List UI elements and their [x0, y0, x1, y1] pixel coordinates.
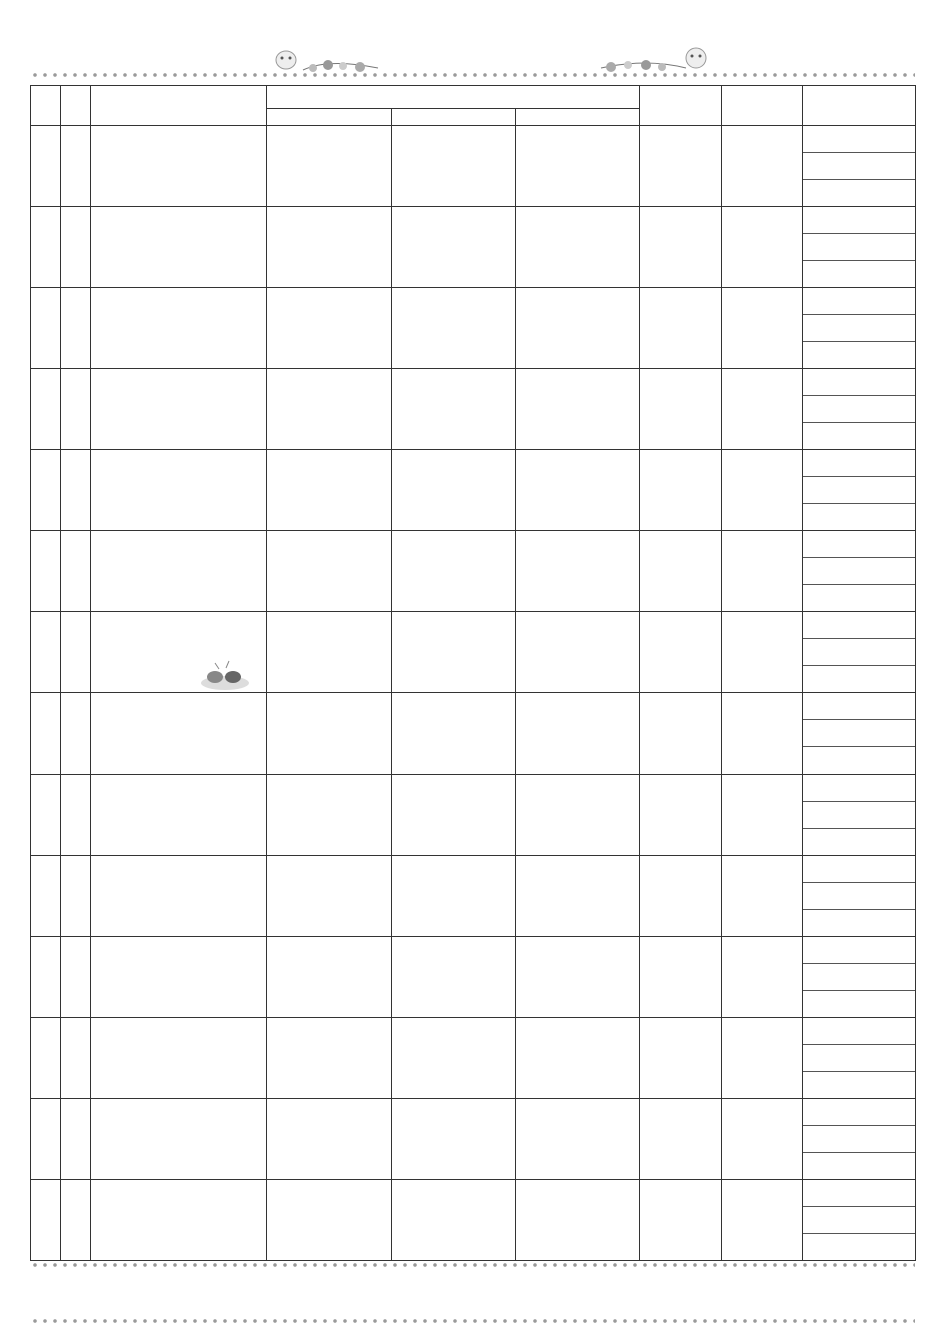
dotted-divider-bottom	[30, 1262, 915, 1268]
nutrition-f	[803, 423, 915, 450]
page-header	[0, 0, 945, 84]
menu-cell	[91, 937, 267, 1018]
snack3-cell	[722, 1180, 803, 1261]
nutrition-f	[803, 1153, 915, 1180]
menu-cell	[91, 775, 267, 856]
menu-cell	[91, 531, 267, 612]
nutrition-p	[803, 1045, 915, 1072]
body-cell	[392, 1099, 516, 1180]
body-cell	[392, 1018, 516, 1099]
condition-cell	[516, 288, 640, 369]
nutrition-e	[803, 856, 915, 883]
day-of-week	[61, 775, 91, 856]
nutrition-cell	[803, 937, 916, 1018]
menu-cell	[91, 207, 267, 288]
nutrition-p	[803, 1126, 915, 1153]
body-cell	[392, 126, 516, 207]
body-cell	[392, 612, 516, 693]
snack3-cell	[722, 207, 803, 288]
nutrition-p	[803, 802, 915, 829]
nutrition-e	[803, 450, 915, 477]
day-row	[31, 1180, 916, 1261]
day-number	[31, 288, 61, 369]
nutrition-e	[803, 937, 915, 964]
nutrition-p	[803, 883, 915, 910]
nutrition-e	[803, 1099, 915, 1126]
day-of-week	[61, 1099, 91, 1180]
snack10-cell	[640, 1180, 722, 1261]
snack3-cell	[722, 612, 803, 693]
condition-cell	[516, 1180, 640, 1261]
snack10-cell	[640, 126, 722, 207]
day-of-week	[61, 937, 91, 1018]
snack10-cell	[640, 693, 722, 775]
nutrition-p	[803, 639, 915, 666]
snack3-cell	[722, 288, 803, 369]
nutrition-p	[803, 315, 915, 342]
nutrition-cell	[803, 207, 916, 288]
body-cell	[392, 207, 516, 288]
nutrition-f	[803, 829, 915, 856]
menu-cell	[91, 288, 267, 369]
nutrition-f	[803, 910, 915, 937]
menu-cell	[91, 126, 267, 207]
nutrition-cell	[803, 531, 916, 612]
nutrition-p	[803, 964, 915, 991]
nutrition-f	[803, 991, 915, 1018]
col-mat-condition	[516, 109, 640, 126]
nutrition-p	[803, 477, 915, 504]
day-row	[31, 775, 916, 856]
nutrition-e	[803, 693, 915, 720]
col-materials	[267, 86, 640, 109]
energy-cell	[267, 531, 392, 612]
day-of-week	[61, 1180, 91, 1261]
nutrition-e	[803, 775, 915, 802]
body-cell	[392, 856, 516, 937]
snack10-cell	[640, 531, 722, 612]
menu-cell	[91, 450, 267, 531]
condition-cell	[516, 126, 640, 207]
nutrition-cell	[803, 612, 916, 693]
energy-cell	[267, 775, 392, 856]
energy-cell	[267, 693, 392, 775]
snack3-cell	[722, 450, 803, 531]
nutrition-p	[803, 558, 915, 585]
menu-cell	[91, 693, 267, 775]
body-cell	[392, 693, 516, 775]
snack10-cell	[640, 775, 722, 856]
nutrition-p	[803, 153, 915, 180]
condition-cell	[516, 369, 640, 450]
body-cell	[392, 937, 516, 1018]
snack3-cell	[722, 126, 803, 207]
dotted-divider-top	[30, 72, 915, 78]
rice-ball-illustration-icon	[195, 655, 255, 691]
col-mat-energy	[267, 109, 392, 126]
nutrition-cell	[803, 288, 916, 369]
snack10-cell	[640, 369, 722, 450]
day-row	[31, 369, 916, 450]
day-of-week	[61, 1018, 91, 1099]
day-row	[31, 612, 916, 693]
energy-cell	[267, 1180, 392, 1261]
energy-cell	[267, 369, 392, 450]
day-of-week	[61, 531, 91, 612]
nutrition-p	[803, 396, 915, 423]
day-row	[31, 126, 916, 207]
snack3-cell	[722, 1099, 803, 1180]
nutrition-f	[803, 504, 915, 531]
condition-cell	[516, 1018, 640, 1099]
menu-table	[30, 85, 916, 1261]
condition-cell	[516, 612, 640, 693]
body-cell	[392, 1180, 516, 1261]
nutrition-f	[803, 585, 915, 612]
energy-cell	[267, 856, 392, 937]
body-cell	[392, 531, 516, 612]
col-nutrition	[803, 86, 916, 126]
nutrition-e	[803, 531, 915, 558]
condition-cell	[516, 937, 640, 1018]
nutrition-cell	[803, 856, 916, 937]
nutrition-cell	[803, 775, 916, 856]
energy-cell	[267, 612, 392, 693]
nutrition-f	[803, 342, 915, 369]
nutrition-f	[803, 261, 915, 288]
day-number	[31, 856, 61, 937]
menu-cell	[91, 1018, 267, 1099]
condition-cell	[516, 1099, 640, 1180]
snack3-cell	[722, 937, 803, 1018]
col-snack3	[722, 86, 803, 126]
snack10-cell	[640, 1018, 722, 1099]
condition-cell	[516, 856, 640, 937]
nutrition-f	[803, 1234, 915, 1261]
menu-cell	[91, 1180, 267, 1261]
nutrition-cell	[803, 450, 916, 531]
day-row	[31, 693, 916, 775]
day-row	[31, 856, 916, 937]
col-dow	[61, 86, 91, 126]
energy-cell	[267, 288, 392, 369]
condition-cell	[516, 775, 640, 856]
nutrition-e	[803, 1180, 915, 1207]
condition-cell	[516, 693, 640, 775]
nutrition-e	[803, 126, 915, 153]
nutrition-cell	[803, 369, 916, 450]
snack3-cell	[722, 369, 803, 450]
nutrition-cell	[803, 693, 916, 775]
nutrition-f	[803, 1072, 915, 1099]
day-number	[31, 693, 61, 775]
col-mat-body	[392, 109, 516, 126]
energy-cell	[267, 450, 392, 531]
day-row	[31, 207, 916, 288]
nutrition-e	[803, 207, 915, 234]
day-number	[31, 1099, 61, 1180]
snack10-cell	[640, 288, 722, 369]
snack10-cell	[640, 1099, 722, 1180]
snack10-cell	[640, 612, 722, 693]
day-number	[31, 450, 61, 531]
nutrition-cell	[803, 1099, 916, 1180]
menu-cell	[91, 856, 267, 937]
day-of-week	[61, 450, 91, 531]
col-snack10	[640, 86, 722, 126]
col-day	[31, 86, 61, 126]
snack10-cell	[640, 937, 722, 1018]
nutrition-p	[803, 234, 915, 261]
snack3-cell	[722, 1018, 803, 1099]
day-row	[31, 1099, 916, 1180]
day-number	[31, 775, 61, 856]
day-number	[31, 369, 61, 450]
day-number	[31, 1018, 61, 1099]
day-of-week	[61, 369, 91, 450]
nutrition-e	[803, 612, 915, 639]
energy-cell	[267, 1099, 392, 1180]
nutrition-f	[803, 666, 915, 693]
nutrition-cell	[803, 1018, 916, 1099]
day-number	[31, 612, 61, 693]
snack3-cell	[722, 856, 803, 937]
day-of-week	[61, 126, 91, 207]
body-cell	[392, 369, 516, 450]
menu-cell	[91, 369, 267, 450]
day-row	[31, 450, 916, 531]
day-row	[31, 288, 916, 369]
energy-cell	[267, 937, 392, 1018]
menu-cell	[91, 1099, 267, 1180]
day-number	[31, 937, 61, 1018]
snack3-cell	[722, 693, 803, 775]
day-number	[31, 126, 61, 207]
snack3-cell	[722, 775, 803, 856]
day-row	[31, 1018, 916, 1099]
nutrition-cell	[803, 126, 916, 207]
condition-cell	[516, 531, 640, 612]
day-number	[31, 207, 61, 288]
day-of-week	[61, 207, 91, 288]
energy-cell	[267, 207, 392, 288]
body-cell	[392, 450, 516, 531]
dotted-divider-footer	[30, 1318, 915, 1324]
nutrition-p	[803, 720, 915, 747]
snack10-cell	[640, 450, 722, 531]
nutrition-cell	[803, 1180, 916, 1261]
nutrition-e	[803, 369, 915, 396]
col-menu	[91, 86, 267, 126]
day-of-week	[61, 693, 91, 775]
nutrition-e	[803, 1018, 915, 1045]
energy-cell	[267, 126, 392, 207]
snack10-cell	[640, 856, 722, 937]
snack3-cell	[722, 531, 803, 612]
snack10-cell	[640, 207, 722, 288]
body-cell	[392, 775, 516, 856]
nutrition-f	[803, 180, 915, 207]
nutrition-f	[803, 747, 915, 774]
energy-cell	[267, 1018, 392, 1099]
nutrition-e	[803, 288, 915, 315]
condition-cell	[516, 450, 640, 531]
day-number	[31, 1180, 61, 1261]
day-of-week	[61, 288, 91, 369]
day-of-week	[61, 856, 91, 937]
condition-cell	[516, 207, 640, 288]
nutrition-p	[803, 1207, 915, 1234]
day-row	[31, 937, 916, 1018]
day-of-week	[61, 612, 91, 693]
body-cell	[392, 288, 516, 369]
day-row	[31, 531, 916, 612]
day-number	[31, 531, 61, 612]
